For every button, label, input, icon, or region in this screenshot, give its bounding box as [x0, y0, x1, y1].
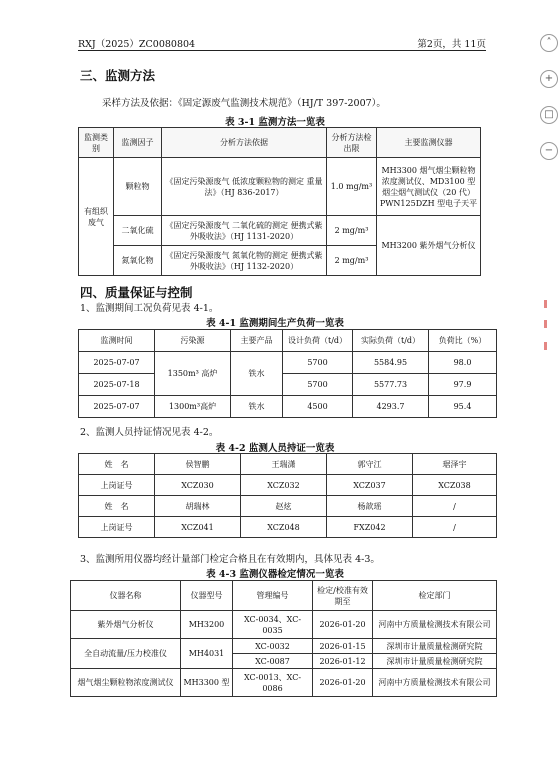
- item-1: 1、监测期间工况负荷见表 4-1。: [80, 303, 219, 314]
- th-factor: 监测因子: [114, 128, 162, 158]
- actual-cell: 5577.73: [353, 374, 429, 396]
- instrument-model: MH3200: [181, 611, 233, 639]
- source-cell: 1300m³高炉: [155, 396, 231, 418]
- manage-id: XC-0087: [233, 654, 313, 669]
- item-3: 3、监测所用仪器均经计量部门检定合格且在有效期内，具体见表 4-3。: [80, 554, 380, 565]
- person-name: /: [413, 496, 497, 517]
- th-model: 仪器型号: [181, 581, 233, 611]
- th-instrument: 主要监测仪器: [377, 128, 481, 158]
- cert-number: /: [413, 517, 497, 538]
- cert-number: FXZ042: [327, 517, 413, 538]
- design-cell: 4500: [283, 396, 353, 418]
- cert-number: XCZ030: [155, 475, 241, 496]
- source-cell: 1350m³ 高炉: [155, 352, 231, 396]
- plus-icon[interactable]: +: [540, 70, 558, 88]
- table-3-1: [78, 127, 481, 276]
- th-manage-id: 管理编号: [233, 581, 313, 611]
- cal-dept: 河南中方质量检测技术有限公司: [373, 669, 497, 697]
- table-4-1-caption: 表 4-1 监测期间生产负荷一览表: [206, 318, 344, 329]
- seal-mark: [544, 342, 547, 350]
- cert-number: XCZ032: [241, 475, 327, 496]
- instrument-model: MH4031: [181, 639, 233, 669]
- th-dept: 检定部门: [373, 581, 497, 611]
- ratio-cell: 95.4: [429, 396, 497, 418]
- valid-date: 2026-01-12: [313, 654, 373, 669]
- limit-cell: 1.0 mg/m³: [327, 158, 377, 216]
- ratio-cell: 98.0: [429, 352, 497, 374]
- table-4-3: [70, 580, 497, 697]
- person-name: 王瑞潇: [241, 454, 327, 475]
- th-instrument-name: 仪器名称: [71, 581, 181, 611]
- instrument-cell: MH3200 紫外烟气分析仪: [377, 216, 481, 276]
- product-cell: 铁水: [231, 352, 283, 396]
- actual-cell: 5584.95: [353, 352, 429, 374]
- date-cell: 2025-07-07: [79, 352, 155, 374]
- table-4-2: [78, 453, 497, 538]
- person-name: 侯智鹏: [155, 454, 241, 475]
- method-cell: 《固定污染源废气 氮氧化物的测定 便携式紫外吸收法》（HJ 1132-2020）: [162, 246, 327, 276]
- person-name: 琚泽宇: [413, 454, 497, 475]
- page-header: [78, 36, 486, 51]
- table-4-1: [78, 329, 497, 418]
- th-method: 分析方法依据: [162, 128, 327, 158]
- cert-number: XCZ038: [413, 475, 497, 496]
- th-time: 监测时间: [79, 330, 155, 352]
- person-name: 郭守江: [327, 454, 413, 475]
- manage-id: XC-0032: [233, 639, 313, 654]
- date-cell: 2025-07-07: [79, 396, 155, 418]
- category-cell: 有组织废气: [79, 158, 114, 276]
- cert-number: XCZ037: [327, 475, 413, 496]
- seal-mark: [544, 320, 547, 328]
- table-4-3-caption: 表 4-3 监测仪器检定情况一览表: [206, 569, 344, 580]
- person-name: 胡瑞林: [155, 496, 241, 517]
- th-category: 监测类别: [79, 128, 114, 158]
- method-cell: 《固定污染源废气 二氧化硫的测定 便携式紫外吸收法》（HJ 1131-2020）: [162, 216, 327, 246]
- cert-number: XCZ048: [241, 517, 327, 538]
- product-cell: 铁水: [231, 396, 283, 418]
- manage-id: XC-0034、XC-0035: [233, 611, 313, 639]
- factor-cell: 颗粒物: [114, 158, 162, 216]
- factor-cell: 二氧化硫: [114, 216, 162, 246]
- minus-icon[interactable]: −: [540, 142, 558, 160]
- cert-label: 上岗证号: [79, 517, 155, 538]
- th-design: 设计负荷（t/d）: [283, 330, 353, 352]
- instrument-name: 全自动流量/压力校准仪: [71, 639, 181, 669]
- design-cell: 5700: [283, 374, 353, 396]
- person-name: 杨歆瑶: [327, 496, 413, 517]
- chevron-up-icon[interactable]: ˄: [540, 34, 558, 52]
- method-cell: 《固定污染源废气 低浓度颗粒物的测定 重量法》（HJ 836-2017）: [162, 158, 327, 216]
- factor-cell: 氮氧化物: [114, 246, 162, 276]
- name-label: 姓 名: [79, 454, 155, 475]
- design-cell: 5700: [283, 352, 353, 374]
- item-2: 2、监测人员持证情况见表 4-2。: [80, 427, 219, 438]
- th-product: 主要产品: [231, 330, 283, 352]
- person-name: 赵炫: [241, 496, 327, 517]
- table-4-2-caption: 表 4-2 监测人员持证一览表: [215, 443, 335, 454]
- table-3-1-caption: 表 3-1 监测方法一览表: [225, 117, 325, 128]
- th-actual: 实际负荷（t/d）: [353, 330, 429, 352]
- th-limit: 分析方法检出限: [327, 128, 377, 158]
- cert-label: 上岗证号: [79, 475, 155, 496]
- viewer-side-controls: [536, 30, 554, 360]
- th-valid-date: 检定/校准有效期至: [313, 581, 373, 611]
- section-3-title: 三、监测方法: [80, 68, 156, 83]
- cert-number: XCZ041: [155, 517, 241, 538]
- instrument-name: 烟气烟尘颗粒物浓度测试仪: [71, 669, 181, 697]
- name-label: 姓 名: [79, 496, 155, 517]
- actual-cell: 4293.7: [353, 396, 429, 418]
- report-code: RXJ（2025）ZC0080804: [78, 39, 196, 50]
- seal-mark: [544, 300, 547, 308]
- ratio-cell: 97.9: [429, 374, 497, 396]
- manage-id: XC-0013、XC-0086: [233, 669, 313, 697]
- limit-cell: 2 mg/m³: [327, 246, 377, 276]
- page-icon[interactable]: □: [540, 106, 558, 124]
- valid-date: 2026-01-20: [313, 611, 373, 639]
- section-4-title: 四、质量保证与控制: [80, 285, 193, 300]
- cal-dept: 河南中方质量检测技术有限公司: [373, 611, 497, 639]
- th-ratio: 负荷比（%）: [429, 330, 497, 352]
- sampling-basis: 采样方法及依据：《固定源废气监测技术规范》（HJ/T 397-2007）。: [102, 98, 386, 109]
- instrument-cell: MH3300 烟气烟尘颗粒物浓度测试仪、MD3100 型烟尘烟气测试仪（20 代）PWN125DZH 型电子天平: [377, 158, 481, 216]
- cal-dept: 深圳市计量质量检测研究院: [373, 639, 497, 654]
- th-source: 污染源: [155, 330, 231, 352]
- valid-date: 2026-01-20: [313, 669, 373, 697]
- limit-cell: 2 mg/m³: [327, 216, 377, 246]
- valid-date: 2026-01-15: [313, 639, 373, 654]
- instrument-name: 紫外烟气分析仪: [71, 611, 181, 639]
- cal-dept: 深圳市计量质量检测研究院: [373, 654, 497, 669]
- page-number: 第2页，共 11页: [417, 39, 486, 50]
- date-cell: 2025-07-18: [79, 374, 155, 396]
- instrument-model: MH3300 型: [181, 669, 233, 697]
